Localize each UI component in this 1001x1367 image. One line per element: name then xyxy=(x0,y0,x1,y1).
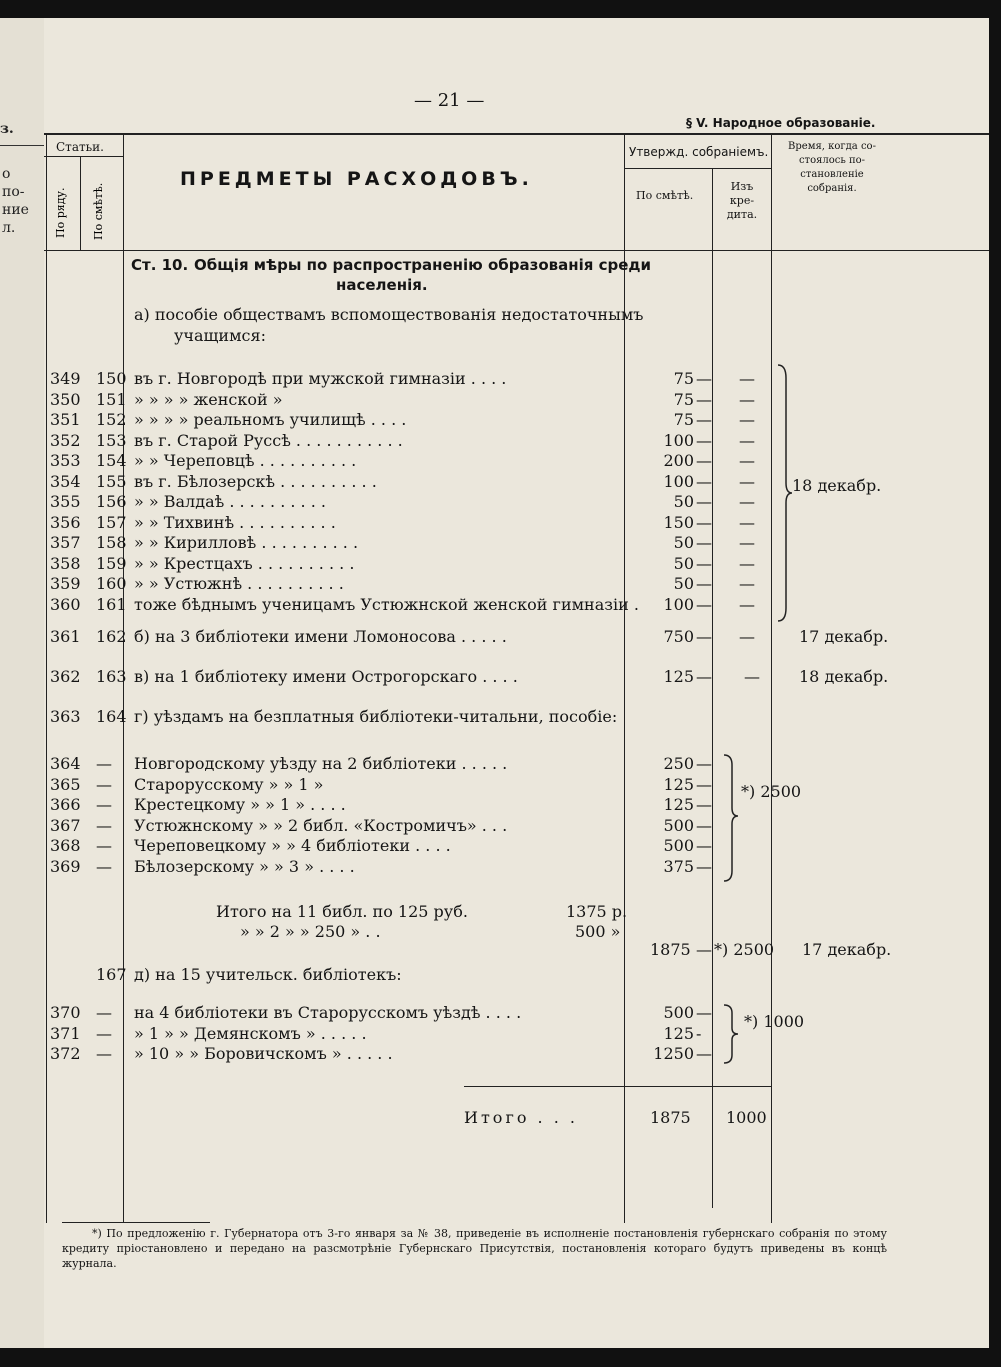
total-kredit: 1000 xyxy=(726,1108,767,1127)
cell-v: 125 xyxy=(663,1023,694,1043)
cell-s: 154 xyxy=(96,451,127,470)
section-title: § V. Народное образованіе. xyxy=(686,116,876,130)
cell-k: — xyxy=(739,410,755,429)
cell-v: 125 xyxy=(663,774,694,794)
cell-s: 161 xyxy=(96,594,127,614)
cell-d: — xyxy=(696,856,712,876)
table-row: 167 д) на 15 учительск. библіотекъ: xyxy=(96,965,402,984)
table-row xyxy=(44,430,989,451)
cell-d: — xyxy=(696,410,712,429)
cell-r: 357 xyxy=(50,533,81,552)
intro-a-2: учащимся: xyxy=(174,326,266,345)
cell-r: 360 xyxy=(50,594,81,614)
cell-r: 358 xyxy=(50,553,81,573)
table-row xyxy=(44,594,989,615)
table-row xyxy=(44,553,989,574)
credit-d: *) 1000 xyxy=(744,1012,805,1031)
header-iz-kredita: Изъ кре-дита. xyxy=(726,180,758,221)
cell-s: 156 xyxy=(96,492,127,511)
cell-v: 150 xyxy=(663,512,694,532)
document-page xyxy=(44,18,989,1348)
cell-d: — xyxy=(696,774,712,794)
left-strip-line: ние xyxy=(2,202,29,218)
article-title-2: населенія. xyxy=(336,276,428,294)
cell-s: — xyxy=(96,774,112,794)
header-vremya: Время, когда со-стоялось по-становленіе собранія. xyxy=(788,141,876,194)
cell-d: — xyxy=(696,836,712,855)
total-smeta: 1875 xyxy=(650,1108,691,1127)
table-row xyxy=(44,368,989,389)
cell-d: — xyxy=(696,754,712,773)
article-title: Общія мѣры по распространенію образованія среди xyxy=(194,256,652,274)
cell-r: 371 xyxy=(50,1023,81,1043)
cell-s: 152 xyxy=(96,410,127,429)
cell-s: — xyxy=(96,795,112,814)
itogo-sum: 1875 xyxy=(650,940,691,959)
cell-d: — xyxy=(696,795,712,814)
cell-k: — xyxy=(739,553,755,573)
cell-r: 368 xyxy=(50,836,81,855)
cell-d: — xyxy=(696,512,712,532)
cell-r: 364 xyxy=(50,754,81,773)
cell-d: - xyxy=(696,1023,702,1043)
cell-d: — xyxy=(696,389,712,409)
cell-r: 349 xyxy=(50,369,81,388)
left-strip-top: з. xyxy=(0,121,14,137)
brace-a xyxy=(774,363,794,626)
cell-r: 350 xyxy=(50,389,81,409)
cell-v: 100 xyxy=(663,471,694,491)
cell-r: 366 xyxy=(50,795,81,814)
cell-k: — xyxy=(739,574,755,593)
cell-s: 150 xyxy=(96,369,127,388)
cell-t: въ г. Старой Руссѣ . . . . . . . . . . . xyxy=(134,430,403,450)
cell-t: » » Устюжнѣ . . . . . . . . . . xyxy=(134,574,344,593)
cell-s: 158 xyxy=(96,533,127,552)
cell-d: — xyxy=(696,533,712,552)
cell-t: въ г. Новгородѣ при мужской гимназіи . . . . xyxy=(134,369,507,388)
cell-t: » » » » реальномъ училищѣ . . . . xyxy=(134,410,407,429)
table-row xyxy=(44,774,989,795)
cell-v: 1250 xyxy=(653,1044,694,1063)
intro-a: а) пособіе обществамъ вспомоществованія недостаточнымъ xyxy=(134,305,644,324)
itogo-line-2-value: 500 » xyxy=(575,922,621,941)
cell-v: 100 xyxy=(663,594,694,614)
cell-t: Новгородскому уѣзду на 2 библіотеки . . . . . xyxy=(134,754,508,773)
itogo-date: 17 декабр. xyxy=(802,940,892,959)
cell-s: — xyxy=(96,1044,112,1063)
cell-s: — xyxy=(96,815,112,835)
cell-k: — xyxy=(739,471,755,491)
cell-v: 75 xyxy=(673,369,694,388)
table-row xyxy=(44,532,989,553)
table-row: 361 162 б) на 3 библіотеки имени Ломоносова . . . . . 750 — — 17 декабр. xyxy=(50,627,889,646)
cell-t: » 1 » » Демянскомъ » . . . . . xyxy=(134,1023,367,1043)
cell-k: — xyxy=(739,430,755,450)
cell-v: 75 xyxy=(673,389,694,409)
cell-d: — xyxy=(696,492,712,511)
cell-r: 359 xyxy=(50,574,81,593)
left-strip-line: л. xyxy=(2,220,16,236)
cell-k: — xyxy=(739,369,755,388)
table-row xyxy=(44,753,989,774)
table-row xyxy=(44,1002,989,1023)
cell-s: — xyxy=(96,1003,112,1022)
cell-d: — xyxy=(696,451,712,470)
footnote: *) По предложенію г. Губернатора отъ 3-го января за № 38, приведеніе въ исполненіе постановленія губернскаго собранія по этому кредиту пріостановлено и передано на разсмотрѣніе Губернскаго Присутствія, постановленія котораго будутъ приведены въ концѣ журнала. xyxy=(62,1227,887,1270)
previous-page-strip xyxy=(0,18,45,1348)
cell-r: 356 xyxy=(50,512,81,532)
cell-v: 100 xyxy=(663,430,694,450)
cell-k: — xyxy=(739,389,755,409)
cell-r: 351 xyxy=(50,410,81,429)
cell-v: 50 xyxy=(673,574,694,593)
cell-t: на 4 библіотеки въ Старорусскомъ уѣздѣ . . . . xyxy=(134,1003,522,1022)
table-row xyxy=(44,512,989,533)
cell-t: » » Череповцѣ . . . . . . . . . . xyxy=(134,451,357,470)
cell-s: 153 xyxy=(96,430,127,450)
table-row xyxy=(44,815,989,836)
cell-s: — xyxy=(96,856,112,876)
cell-d: — xyxy=(696,553,712,573)
cell-r: 352 xyxy=(50,430,81,450)
itogo-dash: — xyxy=(696,940,712,959)
cell-r: 365 xyxy=(50,774,81,794)
cell-t: » 10 » » Боровичскомъ » . . . . . xyxy=(134,1044,393,1063)
table-row xyxy=(44,573,989,594)
cell-t: Череповецкому » » 4 библіотеки . . . . xyxy=(134,836,451,855)
cell-v: 375 xyxy=(663,856,694,876)
cell-v: 50 xyxy=(673,533,694,552)
cell-r: 372 xyxy=(50,1044,81,1063)
header-stati: Статьи. xyxy=(56,140,104,154)
cell-r: 355 xyxy=(50,492,81,511)
brace-g xyxy=(720,753,740,887)
cell-r: 353 xyxy=(50,451,81,470)
cell-s: 157 xyxy=(96,512,127,532)
cell-d: — xyxy=(696,430,712,450)
cell-r: 367 xyxy=(50,815,81,835)
cell-t: » » Кирилловѣ . . . . . . . . . . xyxy=(134,533,359,552)
table-row xyxy=(44,1023,989,1044)
cell-k: — xyxy=(739,512,755,532)
cell-v: 500 xyxy=(663,815,694,835)
header-po-ryadu: По ряду. xyxy=(54,187,67,238)
cell-t: » » Валдаѣ . . . . . . . . . . xyxy=(134,492,326,511)
date-a: 18 декабр. xyxy=(792,476,882,495)
table-row: 363 164 г) уѣздамъ на безплатныя библіотеки-читальни, пособіе: xyxy=(50,707,618,726)
cell-t: Устюжнскому » » 2 библ. «Костромичъ» . . . xyxy=(134,815,508,835)
cell-r: 370 xyxy=(50,1003,81,1022)
table-row xyxy=(44,450,989,471)
credit-g: *) 2500 xyxy=(741,782,802,801)
brace-d xyxy=(720,1003,740,1069)
cell-r: 369 xyxy=(50,856,81,876)
header-po-smete: По смѣтѣ. xyxy=(92,182,105,240)
cell-t: Крестецкому » » 1 » . . . . xyxy=(134,795,346,814)
cell-t: » » » » женской » xyxy=(134,389,283,409)
cell-t: » » Крестцахъ . . . . . . . . . . xyxy=(134,553,355,573)
cell-s: 160 xyxy=(96,574,127,593)
cell-k: — xyxy=(739,492,755,511)
page-number: — 21 — xyxy=(414,90,485,111)
table-row xyxy=(44,794,989,815)
article-number: Ст. 10. xyxy=(131,256,189,274)
cell-v: 500 xyxy=(663,836,694,855)
cell-s: — xyxy=(96,754,112,773)
cell-r: 354 xyxy=(50,471,81,491)
cell-d: — xyxy=(696,594,712,614)
left-strip-line: по- xyxy=(2,184,25,200)
cell-s: 155 xyxy=(96,471,127,491)
cell-t: Старорусскому » » 1 » xyxy=(134,774,324,794)
cell-d: — xyxy=(696,1003,712,1022)
left-strip-line: о xyxy=(2,166,11,182)
table-row xyxy=(44,835,989,856)
header-po-smete-2: По смѣтѣ. xyxy=(636,189,694,202)
itogo-credit: *) 2500 xyxy=(714,940,775,959)
cell-t: тоже бѣднымъ ученицамъ Устюжнской женской гимназіи . xyxy=(134,594,639,614)
cell-d: — xyxy=(696,815,712,835)
table-row xyxy=(44,389,989,410)
cell-t: Бѣлозерскому » » 3 » . . . . xyxy=(134,856,355,876)
cell-d: — xyxy=(696,471,712,491)
table-row: 362 163 в) на 1 библіотеку имени Острогорскаго . . . . 125 — — 18 декабр. xyxy=(50,667,889,686)
cell-d: — xyxy=(696,1044,712,1063)
table-row xyxy=(44,856,989,877)
total-label: Итого . . . xyxy=(464,1108,578,1127)
cell-k: — xyxy=(739,451,755,470)
itogo-line-2: » » 2 » » 250 » . . xyxy=(240,922,381,941)
cell-v: 250 xyxy=(663,754,694,773)
cell-v: 500 xyxy=(663,1003,694,1022)
cell-s: 151 xyxy=(96,389,127,409)
cell-d: — xyxy=(696,369,712,388)
header-predmety: ПРЕДМЕТЫ РАСХОДОВЪ. xyxy=(180,168,533,190)
header-utverzhd: Утвержд. собраніемъ. xyxy=(629,145,769,159)
cell-s: 159 xyxy=(96,553,127,573)
cell-v: 75 xyxy=(673,410,694,429)
cell-k: — xyxy=(739,533,755,552)
itogo-line-1-value: 1375 р. xyxy=(566,902,628,921)
table-row xyxy=(44,409,989,430)
cell-s: — xyxy=(96,1023,112,1043)
cell-s: — xyxy=(96,836,112,855)
cell-t: въ г. Бѣлозерскѣ . . . . . . . . . . xyxy=(134,471,377,491)
itogo-line-1: Итого на 11 библ. по 125 руб. xyxy=(216,902,468,921)
cell-t: » » Тихвинѣ . . . . . . . . . . xyxy=(134,512,336,532)
table-row xyxy=(44,1043,989,1064)
cell-d: — xyxy=(696,574,712,593)
cell-v: 50 xyxy=(673,553,694,573)
cell-v: 50 xyxy=(673,492,694,511)
cell-k: — xyxy=(739,594,755,614)
cell-v: 200 xyxy=(663,451,694,470)
cell-v: 125 xyxy=(663,795,694,814)
